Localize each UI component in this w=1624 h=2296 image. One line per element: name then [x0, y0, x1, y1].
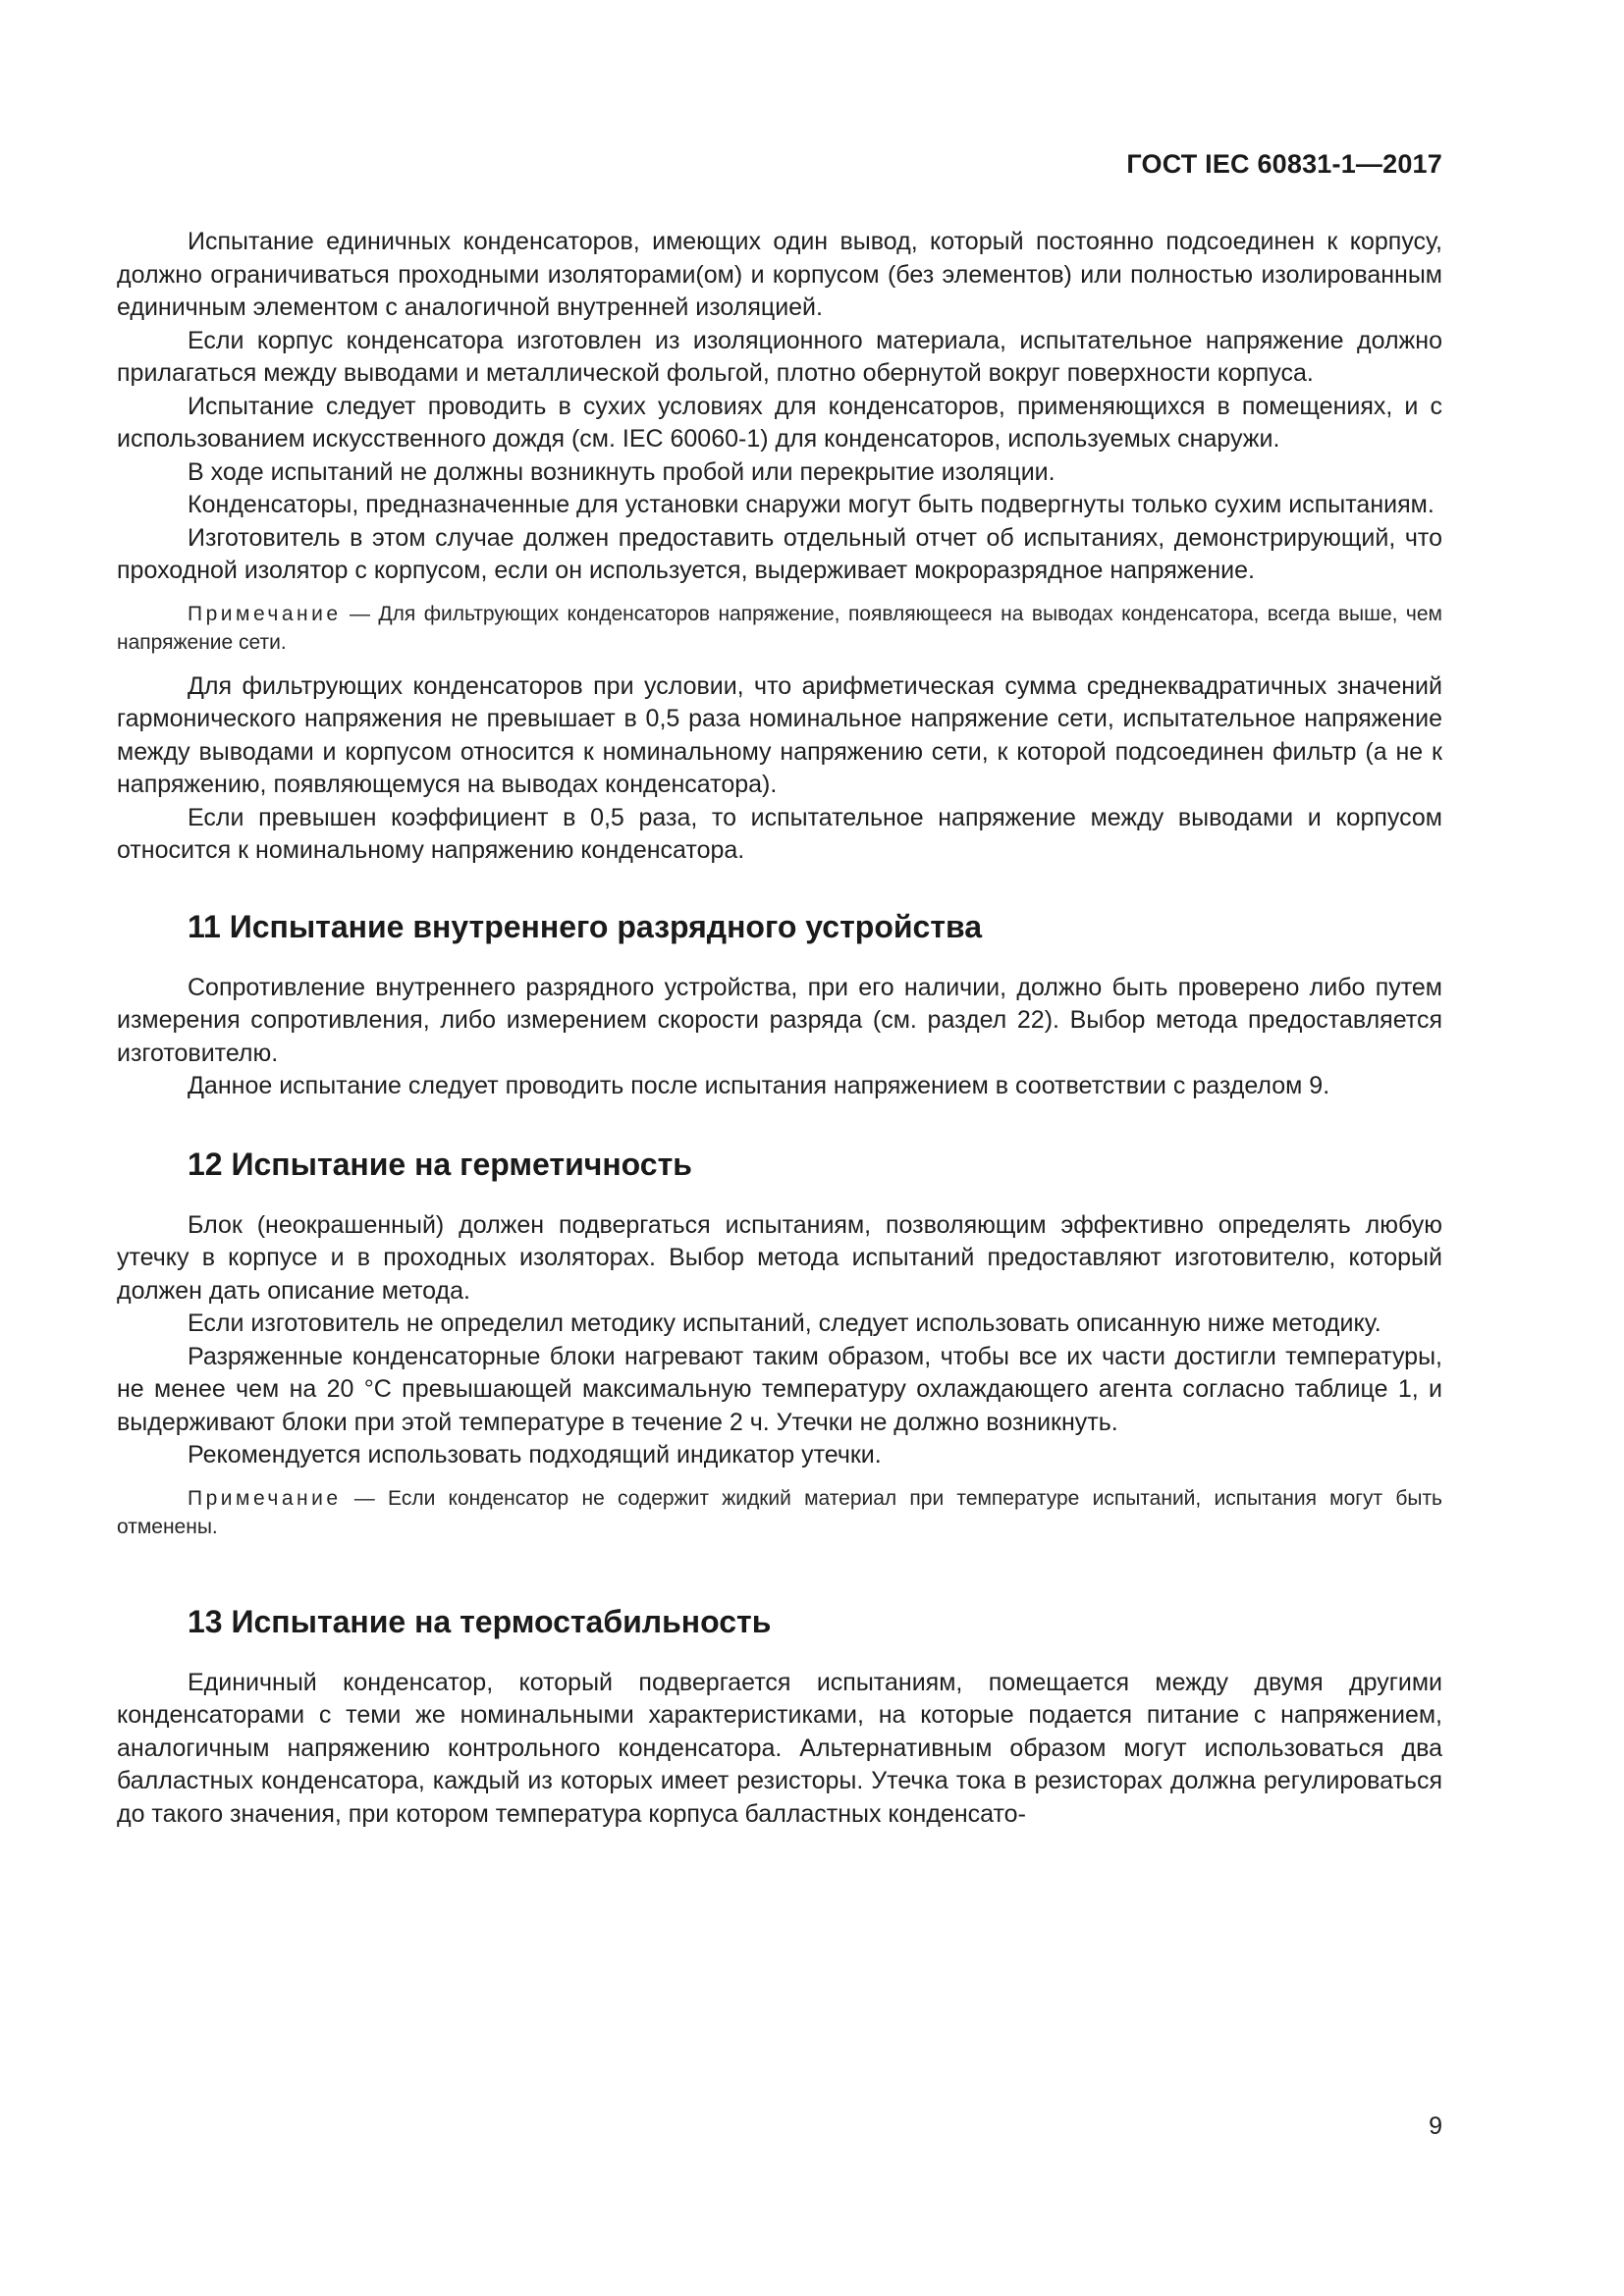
section-heading-13: 13 Испытание на термостабильность [188, 1603, 772, 1639]
note-text: — Для фильтрующих конденсаторов напряжение, появляющееся на выводах конденсатора, всегда выше, чем напряжение сети. [117, 602, 1442, 654]
note-label: Примечание [188, 1486, 342, 1510]
paragraph: Блок (неокрашенный) должен подвергаться испытаниям, позволяющим эффективно определять любую утечку в корпусе и в проходных изоляторах. Выбор метода испытаний предоставляют изготовителю, который должен дать описание метода. [117, 1210, 1442, 1305]
paragraph: Конденсаторы, предназначенные для установки снаружи могут быть подвергнуты только сухим испытаниям. [188, 491, 1435, 518]
note [117, 1484, 1442, 1541]
paragraph: Сопротивление внутреннего разрядного устройства, при его наличии, должно быть проверено либо путем измерения сопротивления, либо измерением скорости разряда (см. раздел 22). Выбор метода предоставляется изготовителю. [117, 973, 1442, 1067]
paragraph: В ходе испытаний не должны возникнуть пробой или перекрытие изоляции. [188, 457, 1056, 486]
paragraph: Если превышен коэффициент в 0,5 раза, то испытательное напряжение между выводами и корпусом относится к номинальному напряжению конденсатора. [117, 803, 1442, 864]
paragraph: Если изготовитель не определил методику испытаний, следует использовать описанную ниже методику. [188, 1309, 1381, 1337]
paragraph: Данное испытание следует проводить после испытания напряжением в соответствии с разделом 9. [188, 1072, 1330, 1099]
paragraph: Разряженные конденсаторные блоки нагревают таким образом, чтобы все их части достигли температуры, не менее чем на 20 °С превышающей максимальную температуру охлаждающего агента согласно таблице 1, и выдерживают блоки при этой температуре в течение 2 ч. Утечки не должно возникнуть. [117, 1342, 1442, 1436]
document-header: ГОСТ IEC 60831-1—2017 [1126, 149, 1442, 179]
section-heading-12: 12 Испытание на герметичность [188, 1146, 692, 1182]
note-text: — Если конденсатор не содержит жидкий материал при температуре испытаний, испытания могут быть отменены. [117, 1486, 1442, 1538]
paragraph: Испытание единичных конденсаторов, имеющих один вывод, который постоянно подсоединен к корпусу, должно ограничиваться проходными изоляторами(ом) и корпусом (без элементов) или полностью изолированным единичным элементом с аналогичной внутренней изоляцией. [117, 228, 1442, 321]
page-body [117, 226, 1442, 1831]
paragraph: Испытание следует проводить в сухих условиях для конденсаторов, применяющихся в помещениях, и с использованием искусственного дождя (см. IEC 60060-1) для конденсаторов, используемых снаружи. [117, 392, 1442, 453]
page-number: 9 [1429, 2112, 1442, 2140]
paragraph: Единичный конденсатор, который подвергается испытаниям, помещается между двумя другими конденсаторами с теми же номинальными характеристиками, на которые подается питание с напряжением, аналогичным напряжению контрольного конденсатора. Альтернативным образом могут использоваться два балластных конденсатора, каждый из которых имеет резисторы. Утечка тока в резисторах должна регулироваться до такого значения, при котором температура корпуса балластных конденсато- [117, 1668, 1442, 1828]
section-heading-11: 11 Испытание внутреннего разрядного устройства [188, 908, 983, 944]
paragraph: Для фильтрующих конденсаторов при условии, что арифметическая сумма среднеквадратичных значений гармонического напряжения не превышает в 0,5 раза номинальное напряжение сети, испытательное напряжение между выводами и корпусом относится к номинальному напряжению сети, к которой подсоединен фильтр (а не к напряжению, появляющемуся на выводах конденсатора). [117, 671, 1442, 798]
paragraph: Рекомендуется использовать подходящий индикатор утечки. [188, 1441, 882, 1468]
paragraph: Если корпус конденсатора изготовлен из изоляционного материала, испытательное напряжение должно прилагаться между выводами и металлической фольгой, плотно обернутой вокруг поверхности корпуса. [117, 326, 1442, 387]
note-label: Примечание [188, 602, 342, 625]
note [117, 600, 1442, 657]
paragraph: Изготовитель в этом случае должен предоставить отдельный отчет об испытаниях, демонстрирующий, что проходной изолятор с корпусом, если он используется, выдерживает мокроразрядное напряжение. [117, 523, 1442, 584]
